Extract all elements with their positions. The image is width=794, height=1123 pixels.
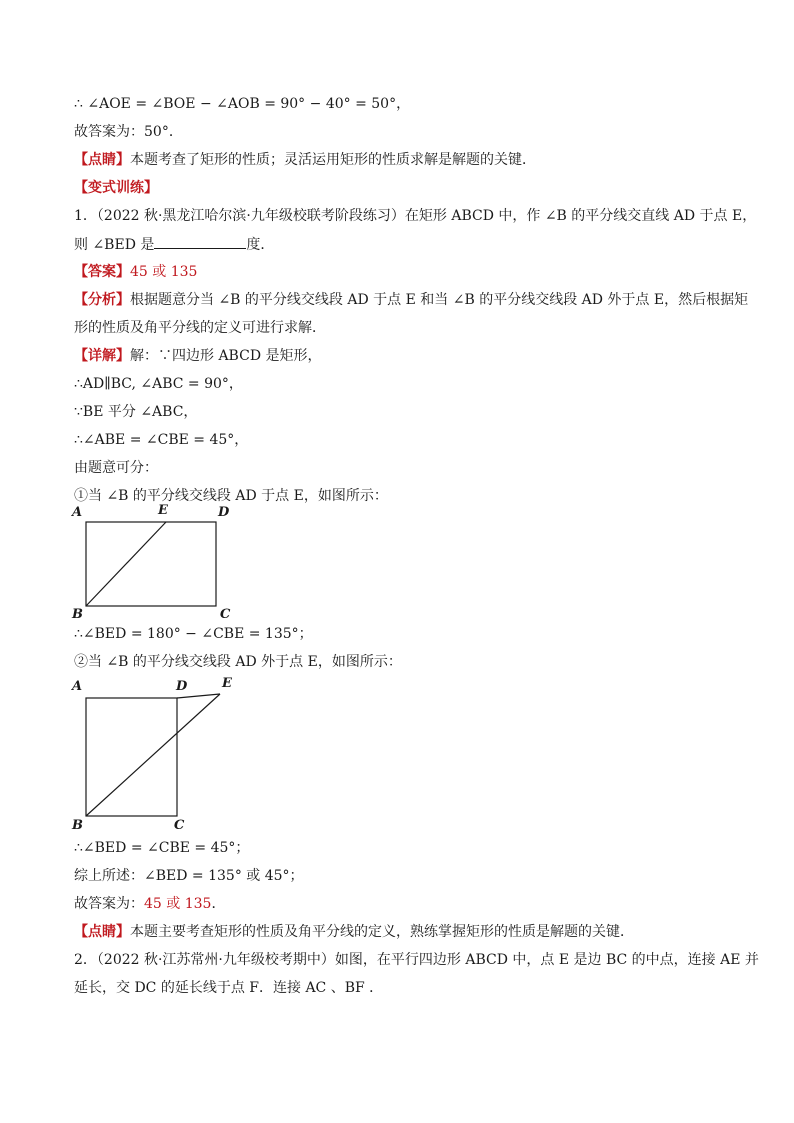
text-line: 故答案为：50°．: [74, 124, 183, 140]
text-line: [74, 346, 724, 366]
question-line: 2．（2022 秋·江苏常州·九年级校考期中）如图，在平行四边形 ABCD 中，点 E 是边 BC 的中点，连接 AE 并: [74, 952, 759, 968]
text-line: ∴∠ABE = ∠CBE = 45°，: [74, 432, 249, 448]
section-heading: 【变式训练】: [74, 180, 158, 196]
text-span: 本题主要考查矩形的性质及角平分线的定义，熟练掌握矩形的性质是解题的关键．: [130, 924, 634, 940]
text-span: 则 ∠BED 是: [74, 237, 155, 253]
label-c: C: [220, 607, 231, 620]
label-e: E: [222, 676, 232, 691]
text-line: [74, 150, 724, 170]
question-line: 延长，交 DC 的延长线于点 F．连接 AC 、BF ．: [74, 980, 384, 996]
bisector-be: [86, 694, 220, 816]
extension-de: [177, 694, 220, 698]
section-tag: 【点睛】: [74, 924, 130, 940]
text-line: ②当 ∠B 的平分线交线段 AD 外于点 E，如图所示：: [74, 654, 402, 670]
text-line: ∴ ∠AOE = ∠BOE − ∠AOB = 90° − 40° = 50°，: [74, 96, 411, 112]
answer-text: 45 或 135: [144, 896, 212, 912]
text-line: ∴∠BED = ∠CBE = 45°；: [74, 840, 250, 856]
label-b: B: [72, 818, 83, 833]
section-tag: 【点睛】: [74, 152, 130, 168]
question-line: 1．（2022 秋·黑龙江哈尔滨·九年级校联考阶段练习）在矩形 ABCD 中，作 ∠B 的平分线交直线 AD 于点 E，: [74, 208, 757, 224]
rectangle-figure-2: [70, 674, 250, 834]
section-tag: 【分析】: [74, 292, 130, 308]
question-line: [74, 234, 724, 255]
text-span: 故答案为：: [74, 896, 144, 912]
text-span: 度．: [246, 237, 275, 253]
label-d: D: [218, 505, 230, 520]
text-line: [74, 262, 724, 282]
rectangle-abcd: [86, 698, 177, 816]
rectangle-abcd: [86, 522, 216, 606]
label-e: E: [158, 503, 168, 518]
text-span: 根据题意分当 ∠B 的平分线交线段 AD 于点 E 和当 ∠B 的平分线交线段 AD 外于点 E，然后根据矩: [130, 292, 749, 308]
text-line: 由题意可分：: [74, 460, 158, 476]
label-a: A: [72, 505, 83, 520]
label-c: C: [174, 818, 185, 833]
text-line: ∵BE 平分 ∠ABC，: [74, 404, 198, 420]
text-line: [74, 922, 724, 942]
bisector-be: [86, 522, 166, 606]
rectangle-figure-1: [70, 498, 250, 620]
text-line: [74, 290, 749, 310]
section-tag: 【详解】: [74, 348, 130, 364]
answer-blank: [154, 234, 246, 249]
text-line: ∴AD∥BC, ∠ABC = 90°，: [74, 376, 243, 392]
text-span: 解：∵四边形 ABCD 是矩形，: [130, 348, 322, 364]
text-line: ①当 ∠B 的平分线交线段 AD 于点 E，如图所示：: [74, 488, 388, 504]
text-line: ∴∠BED = 180° − ∠CBE = 135°；: [74, 626, 313, 642]
section-tag: 【答案】: [74, 264, 130, 280]
text-span: 本题考查了矩形的性质；灵活运用矩形的性质求解是解题的关键．: [130, 152, 536, 168]
label-b: B: [72, 607, 83, 620]
label-d: D: [176, 679, 188, 694]
answer-text: 45 或 135: [130, 264, 198, 280]
text-line: [74, 894, 724, 914]
text-span: ．: [211, 896, 226, 912]
text-line: 形的性质及角平分线的定义可进行求解．: [74, 320, 326, 336]
text-line: 综上所述：∠BED = 135° 或 45°；: [74, 868, 304, 884]
label-a: A: [72, 679, 83, 694]
